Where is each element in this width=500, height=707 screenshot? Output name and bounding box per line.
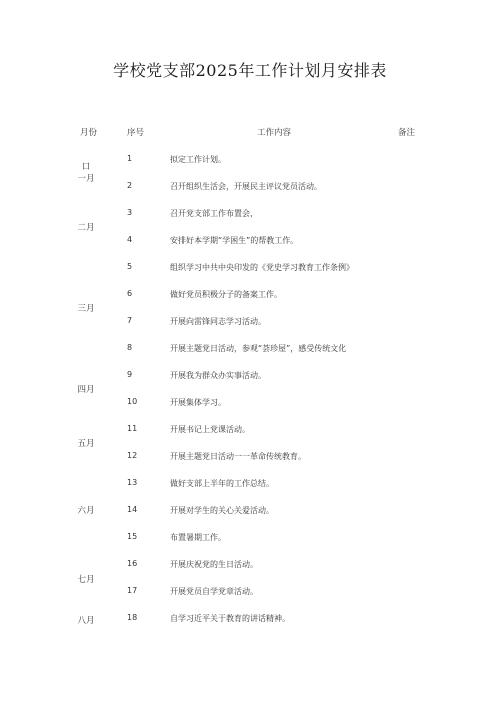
row-content: 开展主题党日活动一一革命传统教育。	[170, 452, 306, 461]
month-label: 八月	[77, 616, 95, 626]
row-content: 开展我为群众办实事活动。	[170, 371, 266, 380]
row-content: 召开组织生活会，开展民主评议党员活动。	[170, 182, 322, 191]
header-note: 备注	[398, 128, 416, 138]
row-number: 4	[127, 235, 133, 244]
row-number: 14	[127, 505, 138, 514]
row-content: 开展向雷锋同志学习活动。	[170, 317, 266, 326]
row-number: 12	[127, 451, 138, 460]
header-seq: 序号	[127, 128, 145, 138]
row-number: 7	[127, 316, 133, 325]
row-content: 开展对学生的关心关爱活动。	[170, 506, 274, 515]
row-number: 16	[127, 559, 138, 568]
month-label: 四月	[77, 385, 95, 395]
month-label: 三月	[77, 304, 95, 314]
row-content: 开展主题党日活动，参观“荟珍屋”，感受传统文化	[170, 344, 347, 353]
row-content: 安排好本学期“学困生”的帮教工作。	[170, 236, 299, 245]
row-content: 开展集体学习。	[170, 398, 226, 407]
row-number: 17	[127, 586, 138, 595]
month-label: 口	[81, 162, 91, 172]
row-number: 10	[127, 397, 138, 406]
row-number: 6	[127, 289, 133, 298]
month-label: 六月	[77, 506, 95, 516]
month-label: 七月	[77, 575, 95, 585]
row-content: 布置暑期工作。	[170, 533, 226, 542]
row-number: 3	[127, 208, 133, 217]
row-number: 2	[127, 181, 133, 190]
row-number: 18	[127, 613, 138, 622]
month-label: 二月	[77, 223, 95, 233]
row-content: 拟定工作计划。	[170, 155, 226, 164]
row-content: 组织学习中共中央印发的《党史学习教育工作条例》	[170, 263, 354, 272]
row-number: 13	[127, 478, 138, 487]
row-number: 1	[127, 154, 133, 163]
row-content: 召开党支部工作布置会，	[170, 209, 258, 218]
row-number: 9	[127, 370, 133, 379]
page-title: 学校党支部2025年工作计划月安排表	[113, 61, 387, 80]
row-number: 15	[127, 532, 138, 541]
month-label: 一月	[77, 174, 95, 184]
month-label: 五月	[77, 439, 95, 449]
row-number: 11	[127, 424, 138, 433]
row-content: 开展书记上党课活动。	[170, 425, 250, 434]
row-content: 做好支部上半年的工作总结。	[170, 479, 274, 488]
row-content: 开展党员自学党章活动。	[170, 587, 258, 596]
row-number: 5	[127, 262, 133, 271]
header-content: 工作内容	[257, 128, 292, 138]
row-content: 做好党员积极分子的备案工作。	[170, 290, 282, 299]
row-number: 8	[127, 343, 133, 352]
row-content: 开展庆祝党的生日活动。	[170, 560, 258, 569]
row-content: 自学习近平关于教育的讲话精神。	[170, 614, 290, 623]
header-month: 月份	[80, 128, 98, 138]
